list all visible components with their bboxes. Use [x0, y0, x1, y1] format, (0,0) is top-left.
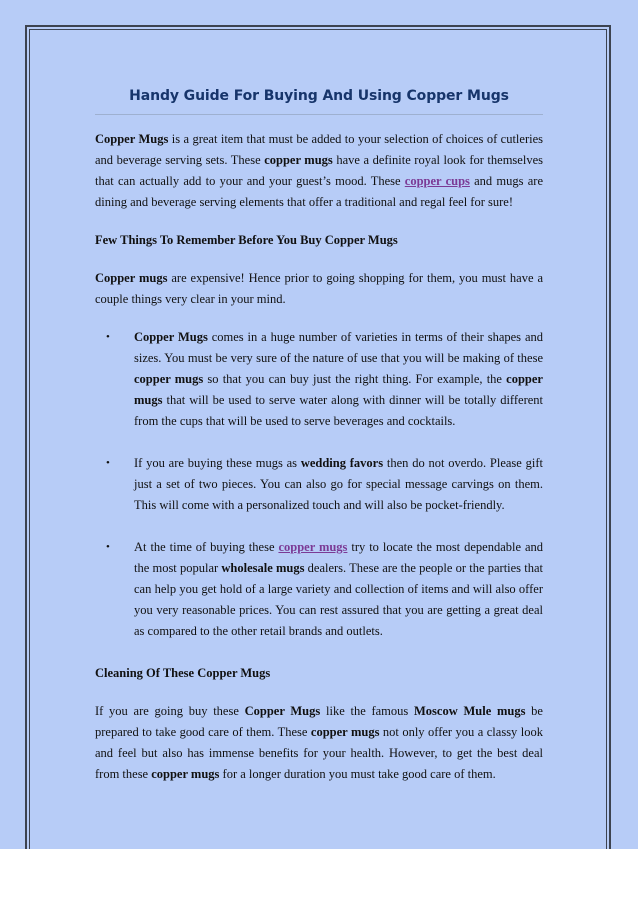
cleaning-paragraph	[95, 701, 543, 785]
item-text: comes in a huge number of varieties in terms of their shapes and sizes. You must be very sure of the nature of use that you will be making of these	[134, 330, 543, 365]
bold-wholesale-mugs: wholesale mugs	[221, 561, 305, 575]
list-item	[95, 327, 543, 432]
expensive-bold: Copper mugs	[95, 271, 168, 285]
item-text: then do not overdo. Please gift just a set of two pieces. You can also go for special message carvings on them. This will come with a personalized touch and will also be pocket-friendly.	[134, 456, 543, 512]
bold-copper-mugs: copper mugs	[134, 372, 204, 386]
bold-moscow-mule-mugs: Moscow Mule mugs	[414, 704, 526, 718]
bold-wedding-favors: wedding favors	[300, 456, 384, 470]
intro-bold-copper-mugs-2: copper mugs	[264, 153, 333, 167]
cleaning-text: be prepared to take good care of them. These	[95, 704, 543, 739]
page-title: Handy Guide For Buying And Using Copper Mugs	[95, 88, 543, 115]
tips-list	[95, 327, 543, 642]
bold-copper-mugs: copper mugs	[151, 767, 220, 781]
bold-copper-mugs: Copper Mugs	[244, 704, 321, 718]
page-bottom-margin	[0, 849, 638, 903]
cleaning-text: not only offer you a classy look and feel but also has immense benefits for your health. However, to get the best deal from these	[95, 725, 543, 781]
item-text: At the time of buying these	[134, 540, 279, 554]
expensive-paragraph	[95, 268, 543, 310]
intro-bold-copper-mugs: Copper Mugs	[95, 132, 169, 146]
bold-copper-mugs: Copper Mugs	[134, 330, 208, 344]
copper-cups-link[interactable]: copper cups	[404, 174, 470, 188]
bullet-icon: •	[106, 457, 110, 469]
bullet-icon: •	[106, 331, 110, 343]
list-item	[95, 537, 543, 642]
item-text: that will be used to serve water along with dinner will be totally different from the cups that will be used to serve beverages and cocktails.	[134, 393, 543, 428]
heading-before-you-buy: Few Things To Remember Before You Buy Copper Mugs	[95, 233, 398, 247]
intro-text-2: have a definite royal look for themselves that can actually add to your and your guest’s mood. These	[95, 153, 543, 188]
item-text: so that you can buy just the right thing. For example, the	[203, 372, 507, 386]
intro-paragraph	[95, 129, 543, 213]
item-text: dealers. These are the people or the parties that can help you get hold of a large variety and collection of items and will also offer you very reasonable prices. You can rest assured that you are getting a great deal as compared to the other retail brands and outlets.	[134, 561, 543, 638]
heading-cleaning: Cleaning Of These Copper Mugs	[95, 666, 271, 680]
intro-text-1: is a great item that must be added to your selection of choices of cutleries and beverage serving sets. These	[95, 132, 543, 167]
list-item	[95, 453, 543, 516]
copper-mugs-link[interactable]: copper mugs	[278, 540, 348, 554]
cleaning-text: like the famous	[320, 704, 414, 718]
cleaning-text: for a longer duration you must take good care of them.	[219, 767, 496, 781]
bullet-icon: •	[106, 541, 110, 553]
item-text: try to locate the most dependable and the most popular	[134, 540, 543, 575]
expensive-text: are expensive! Hence prior to going shopping for them, you must have a couple things very clear in your mind.	[95, 271, 543, 306]
bold-copper-mugs: copper mugs	[134, 372, 543, 407]
document-body	[95, 88, 543, 785]
intro-text-3: and mugs are dining and beverage serving elements that offer a traditional and regal feel for sure!	[95, 174, 543, 209]
bold-copper-mugs: copper mugs	[310, 725, 380, 739]
cleaning-text: If you are going buy these	[95, 704, 245, 718]
item-text: If you are buying these mugs as	[134, 456, 301, 470]
